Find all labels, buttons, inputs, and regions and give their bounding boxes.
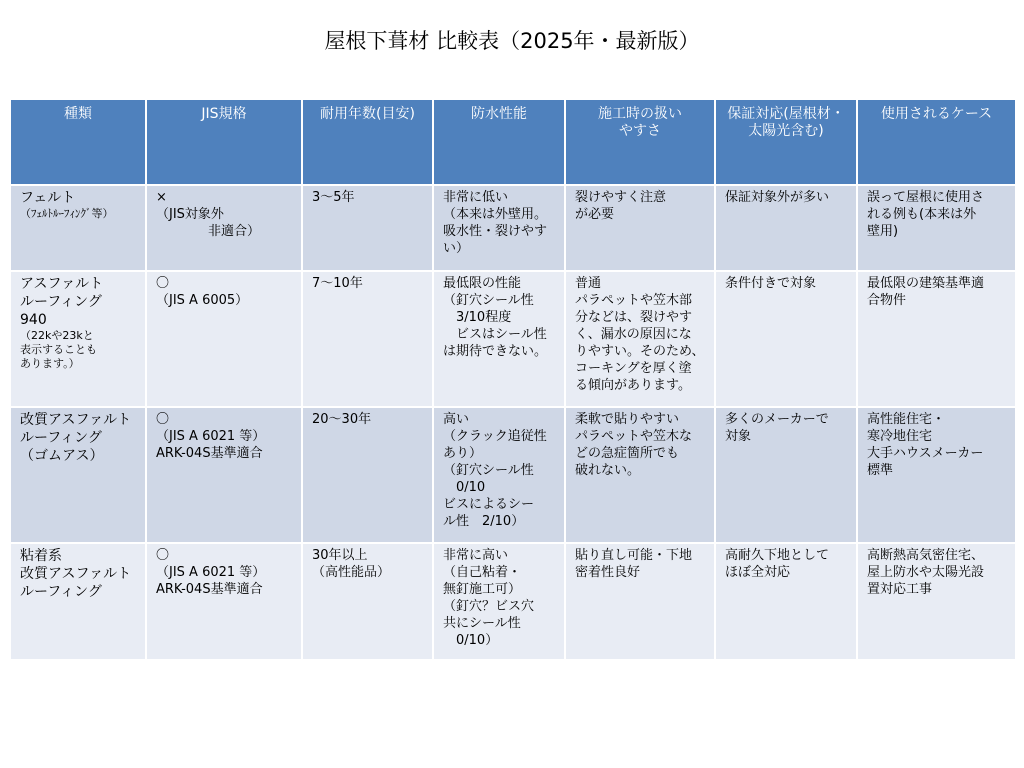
- cell-warranty: 保証対象外が多い: [715, 185, 857, 271]
- header-waterproof: 防水性能: [433, 99, 565, 185]
- table-row: [10, 407, 1016, 543]
- cell-warranty: 多くのメーカーで 対象: [715, 407, 857, 543]
- cell-type: [10, 271, 146, 407]
- cell-handling: 貼り直し可能・下地 密着性良好: [565, 543, 715, 660]
- cell-cases: 高断熱高気密住宅、 屋上防水や太陽光設 置対応工事: [857, 543, 1016, 660]
- type-main: アスファルト ルーフィング 940: [20, 276, 104, 328]
- cell-handling: 普通 パラペットや笠木部 分などは、裂けやす く、漏水の原因にな りやすい。そのため、 コーキングを厚く塗 る傾向があります。: [565, 271, 715, 407]
- header-cases: 使用されるケース: [857, 99, 1016, 185]
- cell-life: 20～30年: [302, 407, 433, 543]
- cell-warranty: 条件付きで対象: [715, 271, 857, 407]
- cell-life: 7～10年: [302, 271, 433, 407]
- cell-jis: 〇 （JIS A 6005）: [146, 271, 302, 407]
- cell-jis: × （JIS対象外 非適合）: [146, 185, 302, 271]
- table-row: [10, 185, 1016, 271]
- table-row: [10, 271, 1016, 407]
- type-main: 改質アスファルト ルーフィング （ゴムアス）: [20, 412, 132, 464]
- header-jis: JIS規格: [146, 99, 302, 185]
- cell-handling: 裂けやすく注意 が必要: [565, 185, 715, 271]
- cell-waterproof: 非常に低い （本来は外壁用。 吸水性・裂けやす い）: [433, 185, 565, 271]
- cell-waterproof: 高い （クラック追従性 あり） （釘穴シール性 0/10 ビスによるシー ル性 2/10）: [433, 407, 565, 543]
- cell-type: [10, 407, 146, 543]
- table-header-row: [10, 99, 1016, 185]
- cell-cases: 高性能住宅・ 寒冷地住宅 大手ハウスメーカー 標準: [857, 407, 1016, 543]
- header-life: 耐用年数(目安): [302, 99, 433, 185]
- header-handling: 施工時の扱い やすさ: [565, 99, 715, 185]
- cell-cases: 最低限の建築基準適 合物件: [857, 271, 1016, 407]
- cell-life: 3～5年: [302, 185, 433, 271]
- cell-handling: 柔軟で貼りやすい パラペットや笠木な どの急症箇所でも 破れない。: [565, 407, 715, 543]
- type-note: （22kや23kと 表示することも あります。）: [20, 329, 97, 370]
- header-type: 種類: [10, 99, 146, 185]
- type-note: （ﾌｪﾙﾄﾙｰﾌｨﾝｸﾞ等）: [20, 207, 114, 220]
- cell-cases: 誤って屋根に使用さ れる例も(本来は外 壁用): [857, 185, 1016, 271]
- header-warranty: 保証対応(屋根材・ 太陽光含む): [715, 99, 857, 185]
- cell-waterproof: 非常に高い （自己粘着・ 無釘施工可） （釘穴？ビス穴 共にシール性 0/10）: [433, 543, 565, 660]
- type-main: 粘着系 改質アスファルト ルーフィング: [20, 548, 132, 600]
- cell-type: [10, 543, 146, 660]
- cell-jis: 〇 （JIS A 6021 等） ARK-04S基準適合: [146, 407, 302, 543]
- cell-life: 30年以上 （高性能品）: [302, 543, 433, 660]
- cell-warranty: 高耐久下地として ほぼ全対応: [715, 543, 857, 660]
- cell-jis: 〇 （JIS A 6021 等） ARK-04S基準適合: [146, 543, 302, 660]
- type-main: フェルト: [20, 190, 76, 206]
- comparison-table: [9, 98, 1017, 661]
- cell-type: [10, 185, 146, 271]
- cell-waterproof: 最低限の性能 （釘穴シール性 3/10程度 ビスはシール性 は期待できない。: [433, 271, 565, 407]
- table-row: [10, 543, 1016, 660]
- page-title: 屋根下葺材 比較表（2025年・最新版）: [324, 29, 700, 53]
